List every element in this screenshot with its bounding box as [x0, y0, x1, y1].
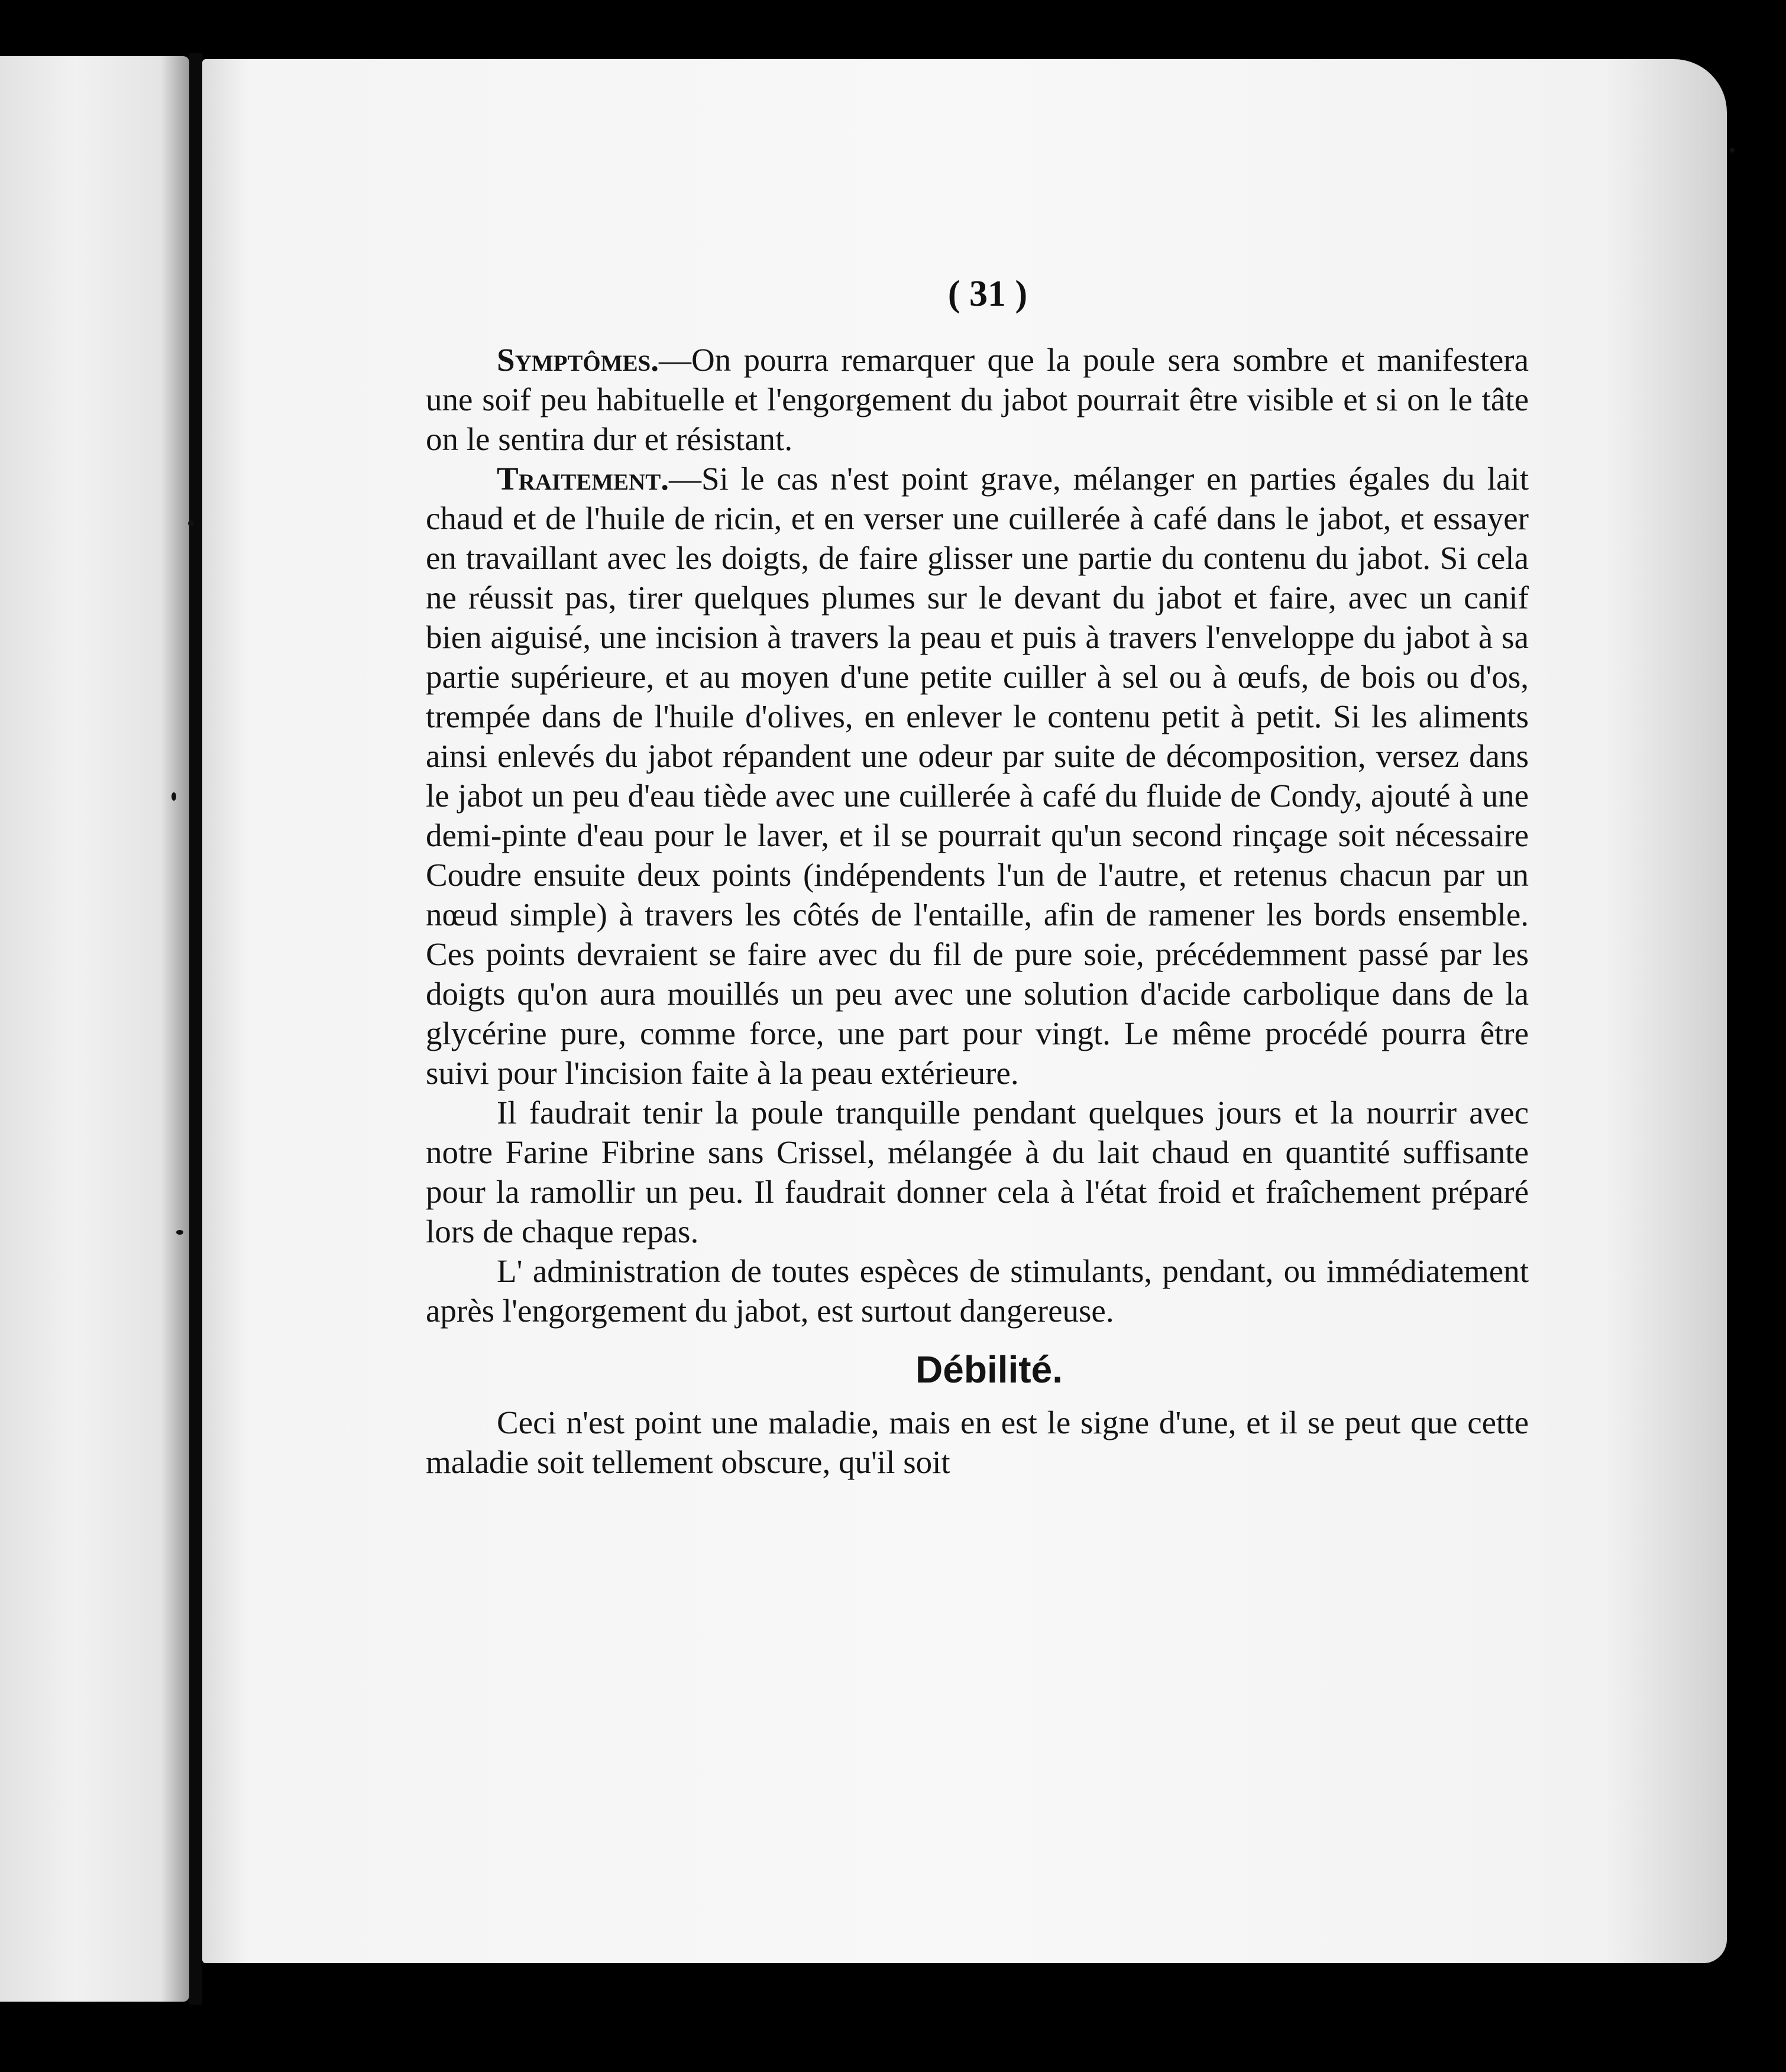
paragraph-care: Il faudrait tenir la poule tranquille pendant quelques jours et la nourrir avec notre Farine Fibrine sans Crissel, mélangée à du lait chaud en quantité suffisante pour la ramollir un peu. Il faudrait donner cela à l'état froid et fraîchement préparé lors de chaque repas.	[426, 1095, 1529, 1249]
book-binding	[189, 53, 202, 2005]
binding-speck	[188, 520, 194, 526]
binding-speck	[172, 792, 176, 801]
run-in-heading-symptomes: Symptômes.	[497, 342, 659, 378]
paragraph-warning: L' administration de toutes espèces de stimulants, pendant, ou immédiatement après l'engorgement du jabot, est surtout dangereuse.	[426, 1253, 1529, 1329]
paragraph-text: —Si le cas n'est point grave, mélanger en parties égales du lait chaud et de l'huile de ricin, et en verser une cuillerée à café dans le jabot, et essayer en travaillant avec les doigts, de faire glisser une partie du contenu du jabot. Si cela ne réussit pas, tirer quelques plumes sur le devant du jabot et faire, avec un canif bien aiguisé, une incision à travers la peau et puis à travers l'enveloppe du jabot à sa partie supérieure, et au moyen d'une petite cuiller à sel ou à œufs, de bois ou d'os, trempée dans de l'huile d'olives, en enlever le contenu petit à petit. Si les aliments ainsi enlevés du jabot répandent une odeur par suite de décomposition, versez dans le jabot un peu d'eau tiède avec une cuillerée à café du fluide de Condy, ajouté à une demi-pinte d'eau pour le laver, et il se pourrait qu'un second rinçage soit nécessaire Coudre ensuite deux points (indépendents l'un de l'autre, et retenus chacun par un nœud simple) à travers les côtés de l'entaille, afin de ramener les bords ensemble. Ces points devraient se faire avec du fil de pure soie, précédemment passé par les doigts qu'on aura mouillés un peu avec une solution d'acide carbolique dans de la glycérine pure, comme force, une part pour vingt. Le même procédé pourra être suivi pour l'incision faite à la peau extérieure.	[426, 461, 1529, 1091]
paragraph-traitement	[426, 459, 1529, 1093]
binding-speck	[176, 1230, 183, 1235]
binding-speck	[1730, 148, 1735, 153]
paragraph-debilite: Ceci n'est point une maladie, mais en est le signe d'une, et il se peut que cette maladie soit tellement obscure, qu'il soit	[426, 1404, 1529, 1480]
paragraph-symptomes	[426, 340, 1529, 459]
run-in-heading-traitement: Traitement.	[497, 461, 669, 497]
left-page-edge	[0, 56, 189, 2002]
page-number: ( 31 )	[947, 274, 1028, 314]
page-text	[426, 340, 1529, 1482]
paragraph-text: —On pourra remarquer que la poule sera sombre et manifestera une soif peu habituelle et l'engorgement du jabot pourrait être visible et si on le tâte on le sentira dur et résistant.	[426, 342, 1529, 457]
section-heading: Débilité.	[915, 1348, 1063, 1391]
